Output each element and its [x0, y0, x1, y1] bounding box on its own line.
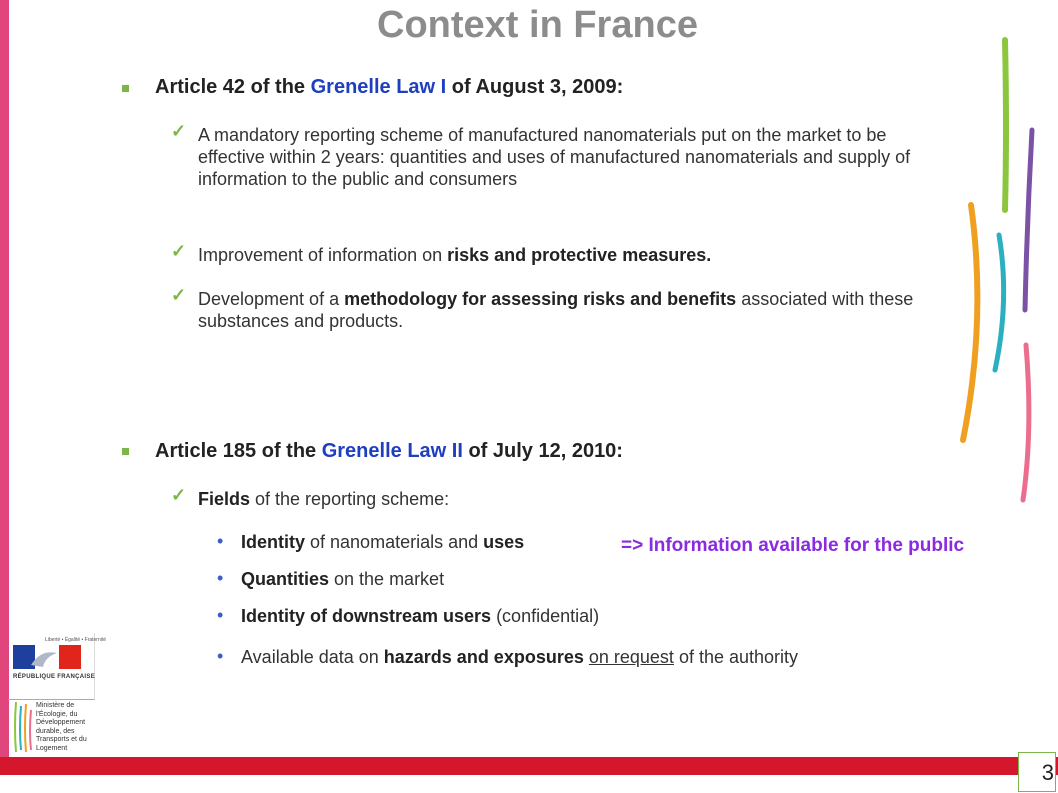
bullet-text: of nanomaterials and — [305, 532, 484, 552]
bottom-red-bar — [0, 757, 1058, 775]
section1-heading-post: of August 3, 2009: — [446, 76, 624, 98]
cyan-stroke — [995, 235, 1004, 370]
bullet-identity — [241, 531, 524, 553]
section1-item-3 — [198, 288, 958, 332]
orange-stroke — [963, 205, 977, 440]
ministry-logo-lines — [10, 700, 36, 754]
bullet-bold: Identity of downstream users — [241, 606, 492, 626]
green-stroke — [1005, 40, 1006, 210]
bullet-text: (confidential) — [491, 606, 600, 626]
item-bold-text: risks and protective measures. — [447, 245, 712, 265]
purple-stroke — [1025, 130, 1032, 310]
fields-line — [198, 488, 449, 510]
decorative-strokes — [955, 30, 1045, 520]
checkmark-icon: ✓ — [171, 485, 187, 505]
bullet-dot-icon: • — [217, 531, 224, 551]
bullet-bold: Quantities — [241, 569, 330, 589]
flag-red — [59, 645, 81, 669]
checkmark-icon: ✓ — [171, 241, 187, 261]
page-number: 3 — [1041, 760, 1054, 785]
logo-line-orange — [25, 704, 26, 752]
grenelle-law-2-link: Grenelle Law II — [321, 440, 463, 462]
logo-motto: Liberté • Égalité • Fraternité — [45, 637, 107, 643]
bullet-quantities — [241, 568, 444, 590]
square-bullet-icon — [122, 448, 129, 455]
section1-heading-pre: Article 42 of the — [155, 76, 311, 98]
bullet-bold: hazards and exposures — [383, 647, 584, 667]
item-text: associated with these substances and products. — [198, 289, 914, 331]
pink-stroke — [1023, 345, 1029, 500]
section1-item-1: A mandatory reporting scheme of manufactured nanomaterials put on the market to be effective within 2 years: quantities and uses of manufactured nanomaterials and supply of information to the public and consumers — [198, 125, 911, 189]
ministry-name: Ministère de l'Écologie, du Développement durable, des Transports et du Logement — [36, 702, 87, 752]
item-text: Improvement of information on — [198, 245, 448, 265]
flag-blue — [13, 645, 35, 669]
section1-item-2 — [198, 244, 958, 266]
section2-heading — [155, 440, 623, 463]
bullet-underline: on request — [588, 647, 674, 667]
logo-line-pink — [30, 710, 31, 750]
checkmark-icon: ✓ — [171, 285, 187, 305]
bullet-downstream — [241, 605, 599, 627]
bullet-text: Available data on — [241, 647, 384, 667]
public-info-note: => Information available for the public — [621, 535, 965, 556]
bullet-text: on the market — [329, 569, 445, 589]
bullet-text: of the authority — [673, 647, 799, 667]
grenelle-law-1-link: Grenelle Law I — [310, 76, 447, 98]
logo-line-green — [15, 702, 16, 752]
square-bullet-icon — [122, 85, 129, 92]
fields-bold: Fields — [198, 489, 251, 509]
section1-heading — [155, 76, 623, 99]
bullet-hazards — [241, 646, 901, 668]
bottom-white-strip — [0, 775, 1058, 793]
republique-francaise-text: RÉPUBLIQUE FRANÇAISE — [13, 674, 96, 680]
logo-line-cyan — [20, 706, 21, 750]
bullet-bold: Identity — [241, 532, 306, 552]
bullet-bold: uses — [483, 532, 525, 552]
bullet-dot-icon: • — [217, 646, 224, 666]
item-bold-text: methodology for assessing risks and benefits — [344, 289, 737, 309]
marianne-flag-icon — [13, 645, 81, 669]
bullet-dot-icon: • — [217, 568, 224, 588]
bullet-dot-icon: • — [217, 605, 224, 625]
slide-title: Context in France — [377, 4, 698, 46]
item-text: Development of a — [198, 289, 345, 309]
section2-heading-post: of July 12, 2010: — [462, 440, 623, 462]
fields-rest: of the reporting scheme: — [250, 489, 450, 509]
section2-heading-pre: Article 185 of the — [155, 440, 322, 462]
checkmark-icon: ✓ — [171, 121, 187, 141]
